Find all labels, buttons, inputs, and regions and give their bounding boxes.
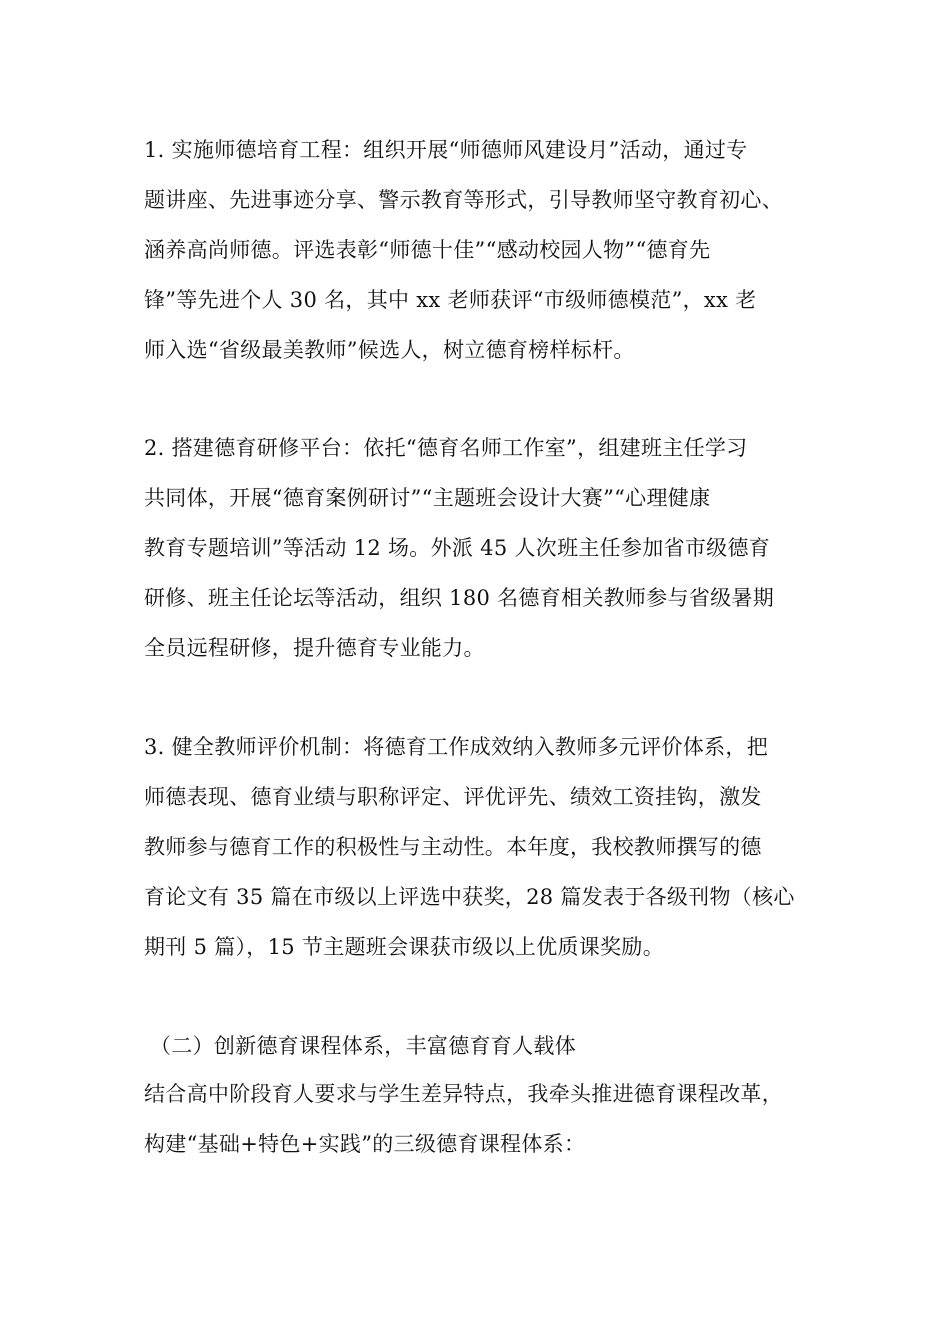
paragraph-1-line-2: 题讲座、先进事迹分享、警示教育等形式，引导教师坚守教育初心、 [144, 188, 783, 212]
paragraph-3-line-5: 期刊 5 篇），15 节主题班会课获市级以上优质课奖励。 [144, 935, 665, 959]
paragraph-1-line-3: 涵养高尚师德。评选表彰“师德十佳”“感动校园人物”“德育先 [144, 238, 711, 262]
paragraph-3-line-3: 教师参与德育工作的积极性与主动性。本年度，我校教师撰写的德 [144, 835, 762, 859]
paragraph-2-line-4: 研修、班主任论坛等活动，组织 180 名德育相关教师参与省级暑期 [144, 586, 775, 610]
section-heading: （二）创新德育课程体系，丰富德育育人载体 [150, 1034, 576, 1058]
paragraph-3-line-2: 师德表现、德育业绩与职称评定、评优评先、绩效工资挂钩，激发 [144, 785, 762, 809]
paragraph-3-line-1: 3. 健全教师评价机制：将德育工作成效纳入教师多元评价体系，把 [144, 735, 769, 759]
paragraph-2-line-2: 共同体，开展“德育案例研讨”“主题班会设计大赛”“心理健康 [144, 486, 711, 510]
paragraph-2-line-3: 教育专题培训”等活动 12 场。外派 45 人次班主任参加省市级德育 [144, 536, 771, 560]
intro-line-2: 构建“基础+特色+实践”的三级德育课程体系： [144, 1132, 586, 1156]
paragraph-3-line-4: 育论文有 35 篇在市级以上评选中获奖，28 篇发表于各级刊物（核心 [144, 885, 795, 909]
paragraph-1-line-1: 1. 实施师德培育工程：组织开展“师德师风建设月”活动，通过专 [144, 138, 748, 162]
paragraph-2-line-1: 2. 搭建德育研修平台：依托“德育名师工作室”，组建班主任学习 [144, 436, 748, 460]
paragraph-2-line-5: 全员远程研修，提升德育专业能力。 [144, 636, 485, 660]
intro-line-1: 结合高中阶段育人要求与学生差异特点，我牵头推进德育课程改革， [144, 1082, 783, 1106]
paragraph-1-line-4: 锋”等先进个人 30 名，其中 xx 老师获评“市级师德模范”，xx 老 [144, 288, 757, 312]
paragraph-1-line-5: 师入选“省级最美教师”候选人，树立德育榜样标杆。 [144, 338, 635, 362]
